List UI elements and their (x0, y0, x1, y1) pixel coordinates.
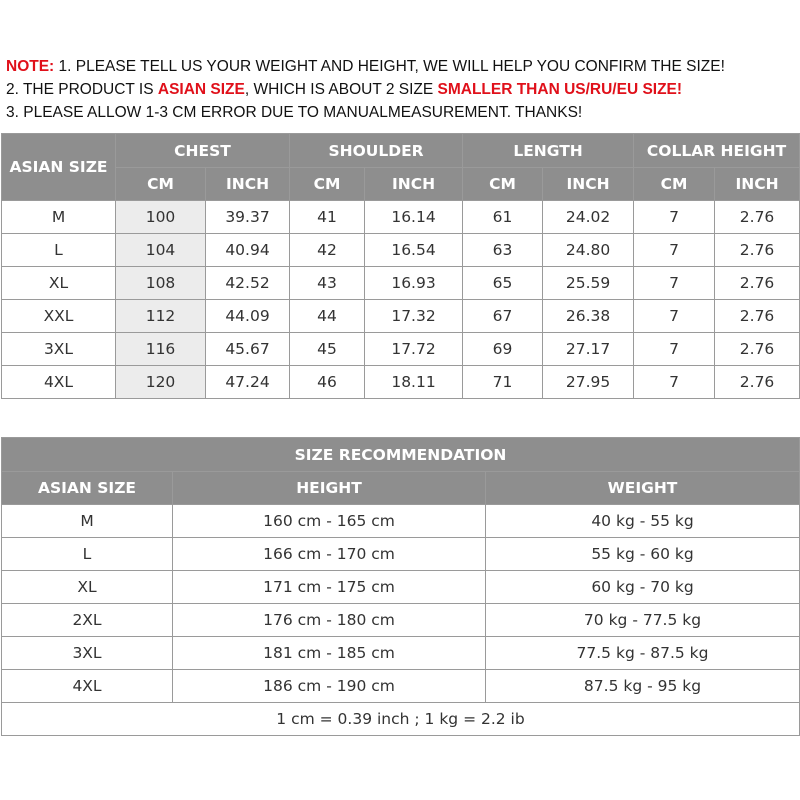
note-line-1 (6, 55, 796, 78)
chest-cm-cell: 100 (116, 201, 206, 234)
length-inch-cell: 24.02 (543, 201, 634, 234)
note-line-3 (6, 101, 796, 124)
length-cm-cell: 61 (463, 201, 543, 234)
length-inch-cell: 27.17 (543, 333, 634, 366)
chest-inch-cell: 40.94 (206, 234, 290, 267)
chest-cm-cell: 112 (116, 300, 206, 333)
collar-inch-cell: 2.76 (715, 366, 800, 399)
collar-inch-cell: 2.76 (715, 333, 800, 366)
shoulder-inch-cell: 17.32 (365, 300, 463, 333)
weight-cell: 70 kg - 77.5 kg (486, 604, 800, 637)
note-label: NOTE: (6, 58, 55, 75)
size-cell: 3XL (2, 637, 173, 670)
size-chart-unit-header (2, 168, 800, 201)
chest-header: CHEST (116, 134, 290, 168)
table-row (2, 505, 800, 538)
height-cell: 160 cm - 165 cm (173, 505, 486, 538)
size-cell: 4XL (2, 670, 173, 703)
unit-inch-header: INCH (365, 168, 463, 201)
shoulder-cm-cell: 42 (290, 234, 365, 267)
table-row (2, 670, 800, 703)
smaller-size-highlight: SMALLER THAN US/RU/EU SIZE! (437, 81, 683, 98)
length-cm-cell: 67 (463, 300, 543, 333)
length-inch-cell: 26.38 (543, 300, 634, 333)
chest-cm-cell: 108 (116, 267, 206, 300)
height-cell: 176 cm - 180 cm (173, 604, 486, 637)
conversion-footer-row (2, 703, 800, 736)
note-line-2 (6, 78, 796, 101)
size-cell: XL (2, 571, 173, 604)
height-cell: 171 cm - 175 cm (173, 571, 486, 604)
table-row (2, 234, 800, 267)
size-chart-size-header: ASIAN SIZE (2, 134, 116, 201)
shoulder-cm-cell: 44 (290, 300, 365, 333)
unit-inch-header: INCH (715, 168, 800, 201)
height-cell: 186 cm - 190 cm (173, 670, 486, 703)
chest-inch-cell: 45.67 (206, 333, 290, 366)
table-row (2, 201, 800, 234)
recommendation-weight-header: WEIGHT (486, 472, 800, 505)
chest-inch-cell: 47.24 (206, 366, 290, 399)
chest-cm-cell: 116 (116, 333, 206, 366)
asian-size-highlight: ASIAN SIZE (157, 81, 245, 98)
recommendation-title-row (2, 438, 800, 472)
shoulder-inch-cell: 16.93 (365, 267, 463, 300)
note-line-1-text: 1. PLEASE TELL US YOUR WEIGHT AND HEIGHT, WE WILL HELP YOU CONFIRM THE SIZE! (54, 58, 725, 75)
collar-cm-cell: 7 (634, 267, 715, 300)
size-cell: XXL (2, 300, 116, 333)
shoulder-inch-cell: 18.11 (365, 366, 463, 399)
size-cell: L (2, 538, 173, 571)
size-chart-table (1, 133, 800, 399)
size-cell: 2XL (2, 604, 173, 637)
collar-cm-cell: 7 (634, 300, 715, 333)
length-inch-cell: 25.59 (543, 267, 634, 300)
unit-cm-header: CM (116, 168, 206, 201)
length-cm-cell: 63 (463, 234, 543, 267)
unit-cm-header: CM (463, 168, 543, 201)
size-cell: M (2, 505, 173, 538)
note-line-2-pre: 2. THE PRODUCT IS (6, 81, 158, 98)
weight-cell: 77.5 kg - 87.5 kg (486, 637, 800, 670)
unit-cm-header: CM (290, 168, 365, 201)
recommendation-size-header: ASIAN SIZE (2, 472, 173, 505)
size-cell: M (2, 201, 116, 234)
table-row (2, 571, 800, 604)
shoulder-inch-cell: 16.14 (365, 201, 463, 234)
weight-cell: 60 kg - 70 kg (486, 571, 800, 604)
shoulder-inch-cell: 16.54 (365, 234, 463, 267)
length-inch-cell: 24.80 (543, 234, 634, 267)
recommendation-height-header: HEIGHT (173, 472, 486, 505)
length-inch-cell: 27.95 (543, 366, 634, 399)
table-row (2, 637, 800, 670)
collar-inch-cell: 2.76 (715, 234, 800, 267)
weight-cell: 40 kg - 55 kg (486, 505, 800, 538)
weight-cell: 55 kg - 60 kg (486, 538, 800, 571)
collar-cm-cell: 7 (634, 333, 715, 366)
length-cm-cell: 65 (463, 267, 543, 300)
chest-cm-cell: 120 (116, 366, 206, 399)
shoulder-cm-cell: 45 (290, 333, 365, 366)
collar-cm-cell: 7 (634, 366, 715, 399)
chest-inch-cell: 42.52 (206, 267, 290, 300)
table-row (2, 267, 800, 300)
weight-cell: 87.5 kg - 95 kg (486, 670, 800, 703)
size-cell: 4XL (2, 366, 116, 399)
collar-cm-cell: 7 (634, 234, 715, 267)
shoulder-cm-cell: 46 (290, 366, 365, 399)
size-cell: XL (2, 267, 116, 300)
chest-inch-cell: 44.09 (206, 300, 290, 333)
unit-inch-header: INCH (543, 168, 634, 201)
collar-inch-cell: 2.76 (715, 267, 800, 300)
height-cell: 181 cm - 185 cm (173, 637, 486, 670)
size-recommendation-table (1, 437, 800, 736)
table-row (2, 333, 800, 366)
table-row (2, 366, 800, 399)
table-row (2, 300, 800, 333)
notes-block (6, 55, 796, 124)
conversion-note: 1 cm = 0.39 inch ; 1 kg = 2.2 ib (2, 703, 800, 736)
table-row (2, 604, 800, 637)
chest-cm-cell: 104 (116, 234, 206, 267)
length-cm-cell: 71 (463, 366, 543, 399)
size-chart-group-header (2, 134, 800, 168)
size-cell: 3XL (2, 333, 116, 366)
shoulder-inch-cell: 17.72 (365, 333, 463, 366)
chest-inch-cell: 39.37 (206, 201, 290, 234)
recommendation-header-row (2, 472, 800, 505)
collar-inch-cell: 2.76 (715, 201, 800, 234)
collar-cm-cell: 7 (634, 201, 715, 234)
unit-inch-header: INCH (206, 168, 290, 201)
length-header: LENGTH (463, 134, 634, 168)
shoulder-header: SHOULDER (290, 134, 463, 168)
collar-height-header: COLLAR HEIGHT (634, 134, 800, 168)
size-cell: L (2, 234, 116, 267)
height-cell: 166 cm - 170 cm (173, 538, 486, 571)
recommendation-title: SIZE RECOMMENDATION (2, 438, 800, 472)
note-line-2-mid: , WHICH IS ABOUT 2 SIZE (244, 81, 438, 98)
length-cm-cell: 69 (463, 333, 543, 366)
shoulder-cm-cell: 41 (290, 201, 365, 234)
shoulder-cm-cell: 43 (290, 267, 365, 300)
collar-inch-cell: 2.76 (715, 300, 800, 333)
table-row (2, 538, 800, 571)
unit-cm-header: CM (634, 168, 715, 201)
note-line-3-text: 3. PLEASE ALLOW 1-3 CM ERROR DUE TO MANUALMEASUREMENT. THANKS! (6, 104, 583, 121)
